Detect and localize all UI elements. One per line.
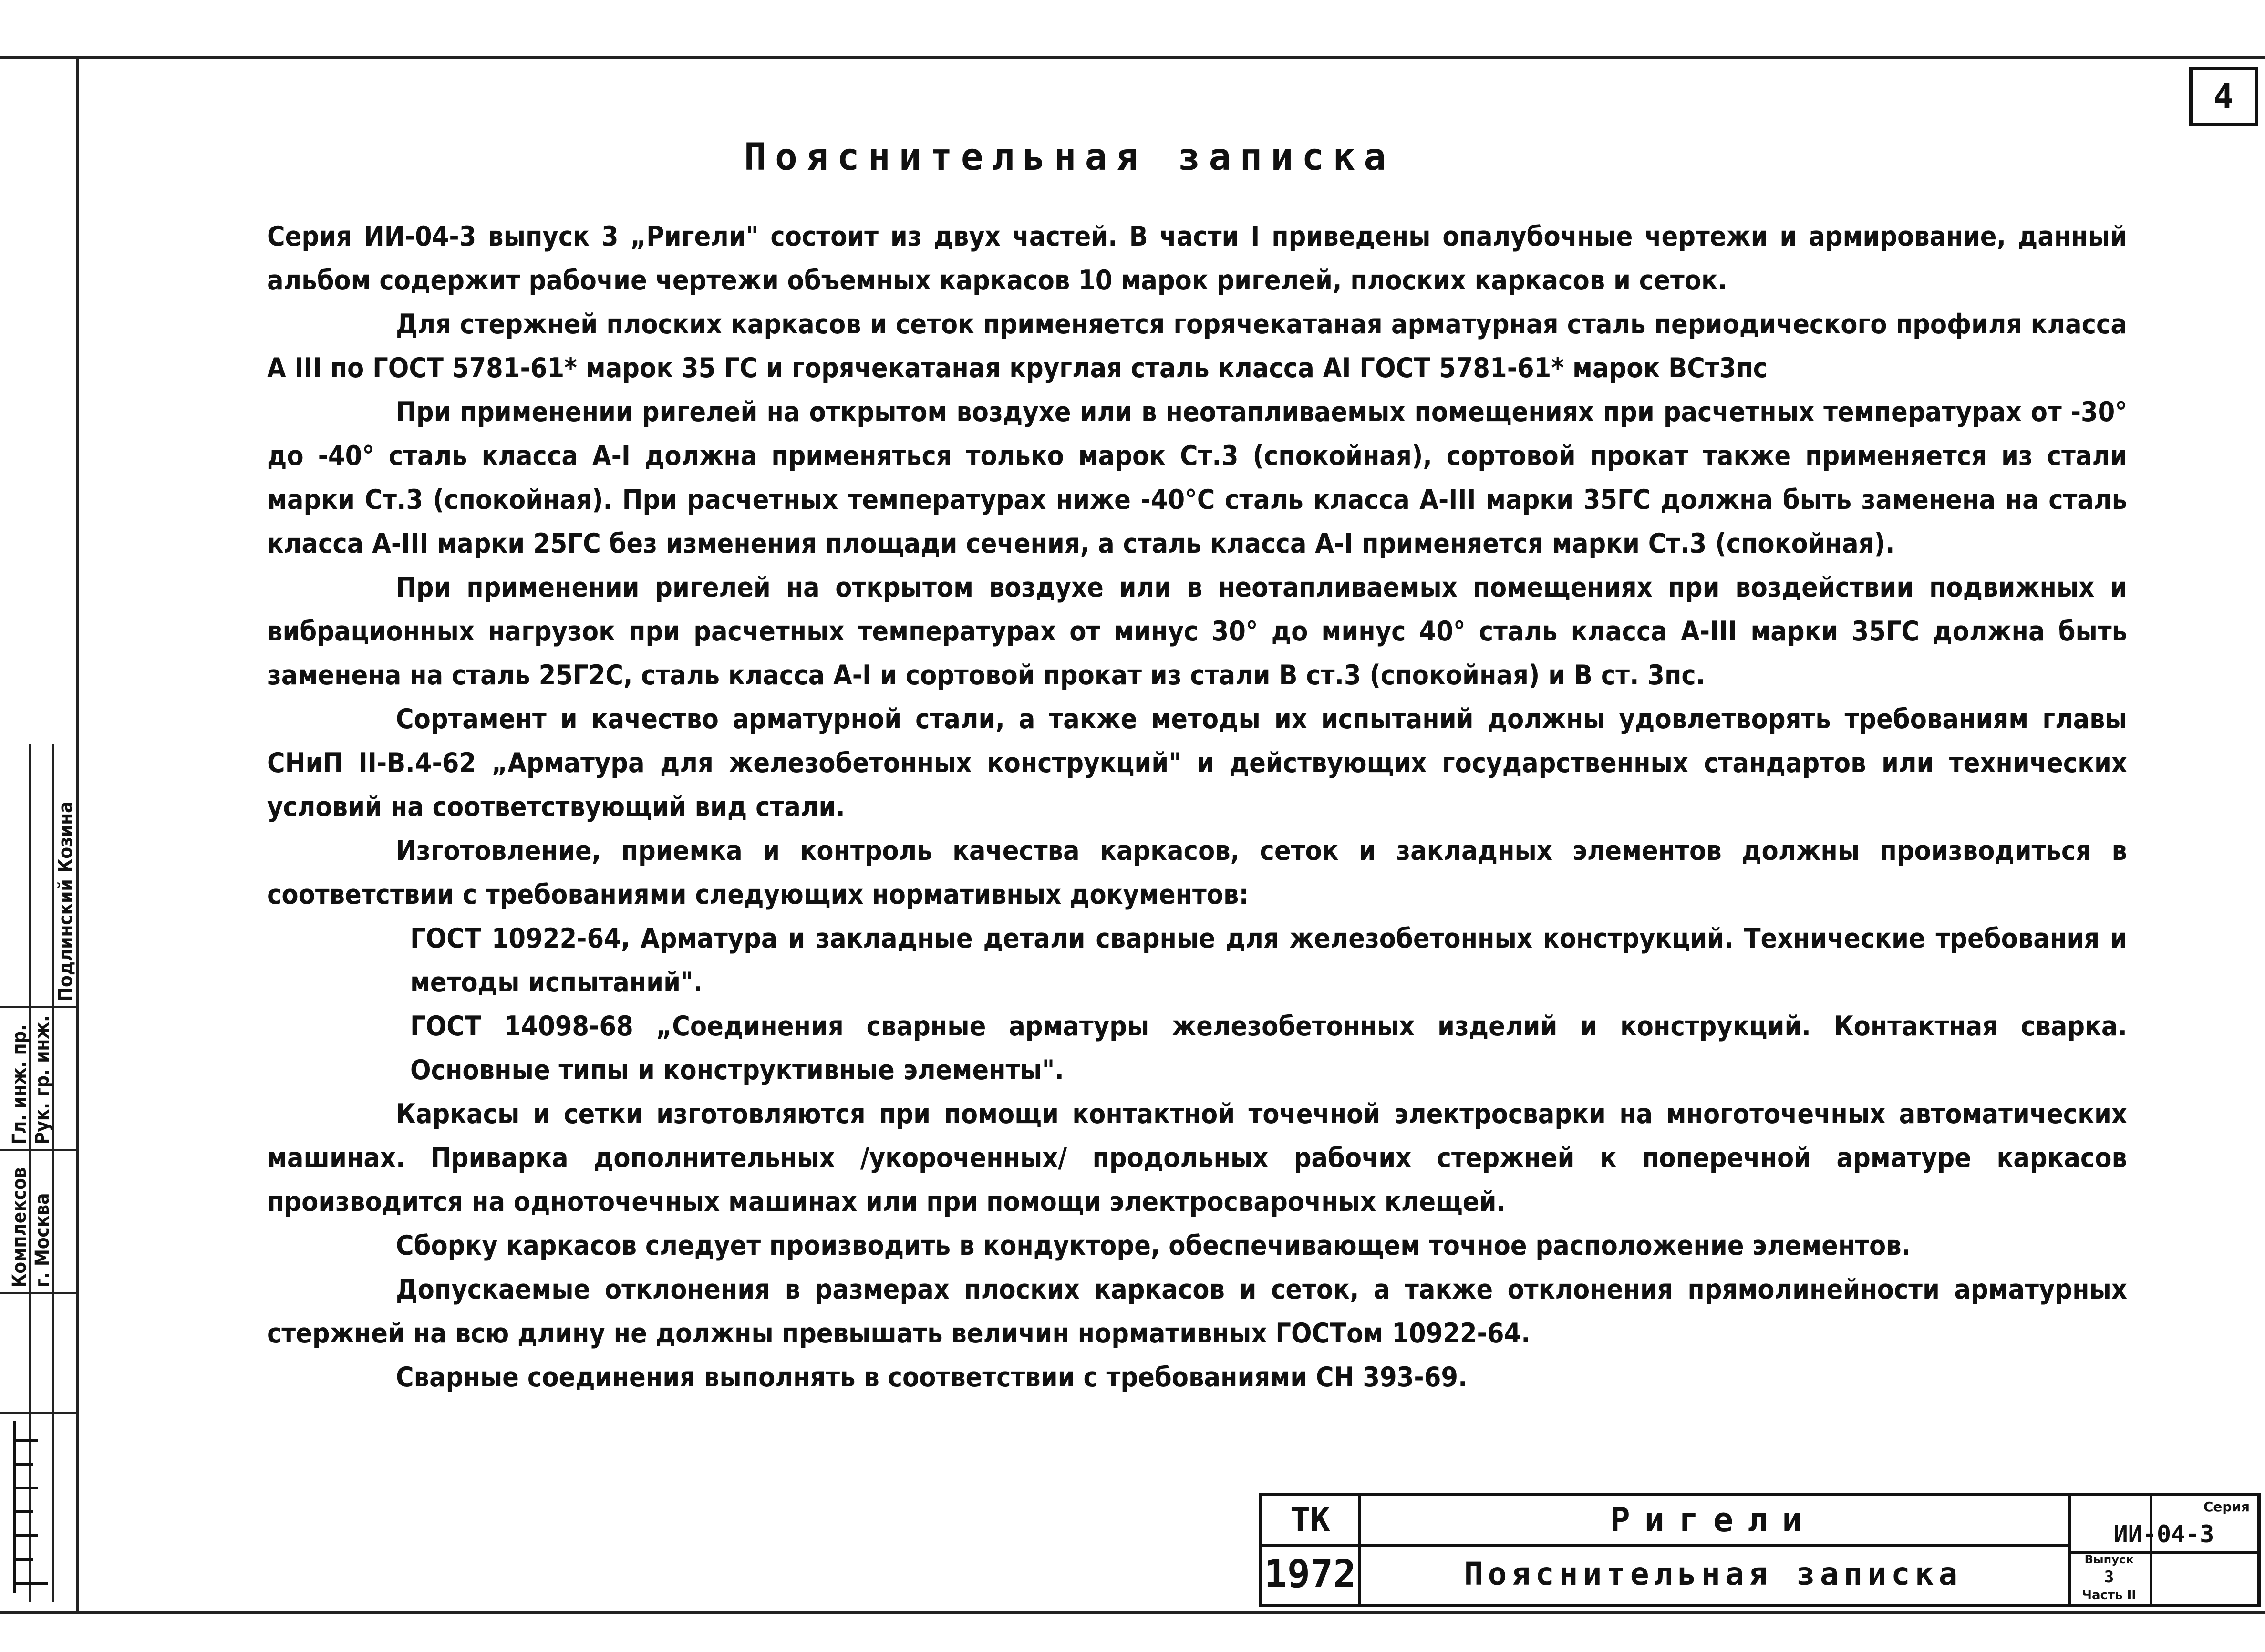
- side-stamp-role2: Рук. гр. инж.: [31, 1015, 53, 1145]
- side-stamp: [0, 744, 76, 1602]
- side-stamp-hline: [0, 1292, 76, 1294]
- side-stamp-hline: [0, 1149, 76, 1151]
- paragraph: При применении ригелей на открытом воздухе или в неотапливаемых помещениях при расчетных температурах от -30° до -40° сталь класса А-I должна применяться только марок Ст.3 (спокойная), сортовой прокат также применяется из стали марки Ст.3 (спокойная). При расчетных температурах ниже -40°С сталь класса А-III марки 35ГС должна быть заменена на сталь класса А-III марки 25ГС без изменения площади сечения, а сталь класса А-I применяется марки Ст.3 (спокойная).: [267, 396, 2127, 559]
- paragraph: Сборку каркасов следует производить в кондукторе, обеспечивающем точное расположение элементов.: [396, 1230, 1911, 1261]
- org-code: ТК: [1290, 1500, 1331, 1539]
- side-stamp-name2: Козина: [55, 801, 77, 873]
- issue-label: Выпуск: [2084, 1553, 2134, 1566]
- paragraph: Каркасы и сетки изготовляются при помощи контактной точечной электросварки на многоточечных автоматических машинах. Приварка дополнительных /укороченных/ продольных рабочих стержней к поперечной арматуре каркасов производится на одноточечных машинах или при помощи электросварочных клещей.: [267, 1098, 2127, 1218]
- page-title: Пояснительная записка: [744, 136, 1395, 179]
- sheet-number: 4: [2189, 67, 2258, 126]
- series-label: Серия: [2203, 1499, 2250, 1515]
- reference-item: ГОСТ 10922-64, Арматура и закладные детали сварные для железобетонных конструкций. Технические требования и методы испытаний".: [410, 923, 2127, 998]
- side-stamp-hline: [0, 1006, 76, 1008]
- paragraph: Сортамент и качество арматурной стали, а также методы их испытаний должны удовлетворять требованиям главы СНиП II-В.4-62 „Арматура для железобетонных конструкций" и действующих государственных стандартов или технических условий на соответствующий вид стали.: [267, 703, 2127, 823]
- paragraph: Сварные соединения выполнять в соответствии с требованиями СН 393-69.: [396, 1362, 1468, 1393]
- reference-item: ГОСТ 14098-68 „Соединения сварные арматуры железобетонных изделий и конструкций. Контактная сварка. Основные типы и конструктивные элементы".: [410, 1011, 2127, 1086]
- side-stamp-role1: Гл. инж. пр.: [9, 1024, 31, 1145]
- issue-value: 3: [2104, 1568, 2114, 1587]
- paragraph: Для стержней плоских каркасов и сеток применяется горячекатаная арматурная сталь периодического профиля класса А III по ГОСТ 5781-61* марок 35 ГС и горячекатаная круглая сталь класса АI ГОСТ 5781-61* марок ВСт3пс: [267, 309, 2127, 384]
- frame-bottom-border: [0, 1611, 2265, 1614]
- side-stamp-hline: [0, 1412, 76, 1414]
- stamp-ruler-marks: [5, 1421, 72, 1593]
- series-value: ИИ-04-3: [2113, 1520, 2214, 1548]
- paragraph: Серия ИИ-04-3 выпуск 3 „Ригели" состоит из двух частей. В части I приведены опалубочные чертежи и армирование, данный альбом содержит рабочие чертежи объемных каркасов 10 марок ригелей, плоских каркасов и сеток.: [267, 221, 2127, 296]
- paragraph: При применении ригелей на открытом воздухе или в неотапливаемых помещениях при воздействии подвижных и вибрационных нагрузок при расчетных температурах от минус 30° до минус 40° сталь класса А-III марки 35ГС должна быть заменена на сталь 25Г2С, сталь класса А-I и сортовой прокат из стали В ст.3 (спокойная) и В ст. 3пс.: [267, 572, 2127, 691]
- side-stamp-org: Комплексов: [9, 1167, 31, 1288]
- title-block: [1259, 1493, 2261, 1607]
- side-stamp-name1: Подлинский: [55, 879, 77, 1002]
- part-value: Часть II: [2082, 1588, 2136, 1602]
- sheet-title: Пояснительная записка: [1464, 1555, 1963, 1592]
- side-stamp-city: г. Москва: [31, 1193, 53, 1288]
- paragraph: Допускаемые отклонения в размерах плоских каркасов и сеток, а также отклонения прямолинейности арматурных стержней на всю длину не должны превышать величин нормативных ГОСТом 10922-64.: [267, 1274, 2127, 1349]
- year: 1972: [1264, 1551, 1356, 1596]
- paragraph: Изготовление, приемка и контроль качества каркасов, сеток и закладных элементов должны производиться в соответствии с требованиями следующих нормативных документов:: [267, 835, 2127, 910]
- frame-top-border: [0, 56, 2265, 59]
- product-name: Ригели: [1610, 1500, 1817, 1539]
- document-body: [267, 215, 2127, 1399]
